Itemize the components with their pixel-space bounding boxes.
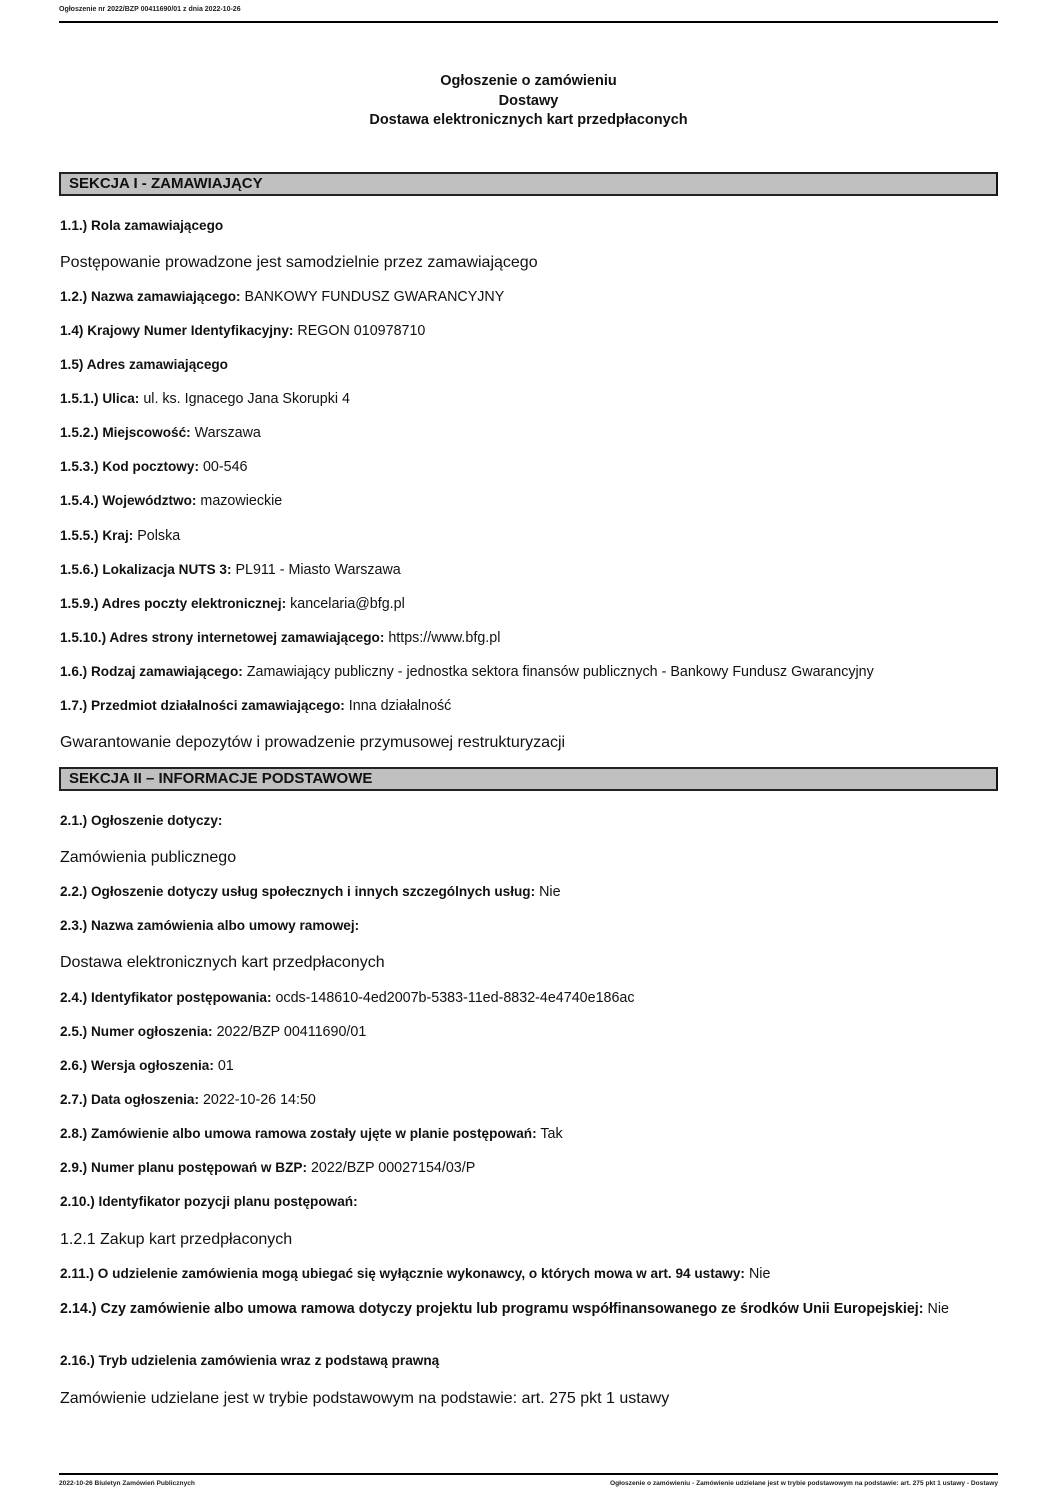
field-2-8 <box>60 1126 563 1142</box>
field-1-4 <box>60 323 425 339</box>
field-value: mazowieckie <box>196 493 283 509</box>
field-1-5-1 <box>60 391 350 407</box>
field-value: REGON 010978710 <box>293 323 426 339</box>
field-2-1 <box>60 813 222 829</box>
field-2-6 <box>60 1058 234 1074</box>
field-label: 1.5.6.) Lokalizacja NUTS 3: <box>60 562 232 577</box>
field-2-2 <box>60 884 561 900</box>
field-1-5-9 <box>60 596 405 612</box>
field-value: Polska <box>133 528 181 544</box>
field-1-5 <box>60 357 228 373</box>
field-2-16 <box>60 1353 439 1369</box>
field-1-1 <box>60 218 223 234</box>
field-label: 1.5.4.) Województwo: <box>60 493 197 508</box>
field-label: 1.5.10.) Adres strony internetowej zamawiającego: <box>60 630 385 645</box>
field-label: 2.1.) Ogłoszenie dotyczy: <box>60 813 223 828</box>
document-title <box>59 72 998 131</box>
field-value: 00-546 <box>198 459 248 475</box>
email-link[interactable]: kancelaria@bfg.pl <box>286 596 405 612</box>
field-2-3-text: Dostawa elektronicznych kart przedpłaconych <box>60 954 385 971</box>
field-2-11 <box>60 1266 770 1282</box>
field-value: Nie <box>535 884 561 900</box>
field-value: Nie <box>923 1301 949 1317</box>
field-value: PL911 - Miasto Warszawa <box>231 562 401 578</box>
field-1-1-text: Postępowanie prowadzone jest samodzielnie przez zamawiającego <box>60 254 538 271</box>
section-1-header <box>59 172 998 196</box>
field-value: ul. ks. Ignacego Jana Skorupki 4 <box>139 391 350 407</box>
field-label: 1.5.3.) Kod pocztowy: <box>60 459 199 474</box>
field-2-7 <box>60 1092 316 1108</box>
field-value: Nie <box>744 1266 771 1282</box>
section-2-header <box>59 767 998 791</box>
field-label: 1.5.5.) Kraj: <box>60 528 134 543</box>
field-1-5-3 <box>60 459 247 475</box>
field-value: Zamawiający publiczny - jednostka sektora finansów publicznych - Bankowy Fundusz Gwarancyjny <box>242 664 874 680</box>
field-label: 2.5.) Numer ogłoszenia: <box>60 1024 213 1039</box>
page-header: Ogłoszenie nr 2022/BZP 00411690/01 z dnia 2022-10-26 <box>59 6 241 13</box>
field-2-5 <box>60 1024 366 1040</box>
field-label: 1.5.1.) Ulica: <box>60 391 140 406</box>
title-line-2: Dostawy <box>498 92 559 109</box>
title-line-3: Dostawa elektronicznych kart przedpłaconych <box>369 112 688 128</box>
field-label: 2.7.) Data ogłoszenia: <box>60 1092 199 1107</box>
field-2-10 <box>60 1194 358 1210</box>
footer-left: 2022-10-26 Biuletyn Zamówień Publicznych <box>59 1480 195 1487</box>
field-label: 2.14.) Czy zamówienie albo umowa ramowa dotyczy projektu lub programu współfinansowanego ze środków Unii Europejskiej: <box>60 1301 924 1317</box>
field-label: 1.5) Adres zamawiającego <box>60 357 228 372</box>
field-value: 2022-10-26 14:50 <box>199 1092 316 1108</box>
field-2-4 <box>60 990 635 1006</box>
field-label: 2.16.) Tryb udzielenia zamówienia wraz z podstawą prawną <box>60 1353 440 1368</box>
field-1-7-text: Gwarantowanie depozytów i prowadzenie przymusowej restrukturyzacji <box>60 734 566 751</box>
field-label: 2.9.) Numer planu postępowań w BZP: <box>60 1160 307 1175</box>
field-label: 2.8.) Zamówienie albo umowa ramowa zostały ujęte w planie postępowań: <box>60 1126 537 1141</box>
footer-divider <box>59 1473 998 1475</box>
field-1-5-4 <box>60 493 282 509</box>
field-value: 2022/BZP 00027154/03/P <box>306 1160 476 1176</box>
field-1-5-10 <box>60 630 500 646</box>
field-value: 2022/BZP 00411690/01 <box>212 1024 367 1040</box>
website-link[interactable]: https://www.bfg.pl <box>384 630 501 646</box>
field-2-3 <box>60 918 359 934</box>
field-1-5-6 <box>60 562 401 578</box>
field-value: Warszawa <box>190 425 261 441</box>
section-2-heading: SEKCJA II – INFORMACJE PODSTAWOWE <box>69 770 373 787</box>
field-value: BANKOWY FUNDUSZ GWARANCYJNY <box>240 289 505 305</box>
field-label: 2.6.) Wersja ogłoszenia: <box>60 1058 214 1073</box>
header-divider <box>59 21 998 23</box>
field-label: 2.2.) Ogłoszenie dotyczy usług społecznych i innych szczególnych usług: <box>60 884 536 899</box>
field-label: 2.10.) Identyfikator pozycji planu postępowań: <box>60 1194 358 1209</box>
field-label: 1.6.) Rodzaj zamawiającego: <box>60 664 243 679</box>
field-label: 2.3.) Nazwa zamówienia albo umowy ramowej: <box>60 918 360 933</box>
field-1-7 <box>60 698 451 714</box>
field-2-14 <box>60 1300 990 1319</box>
title-line-1: Ogłoszenie o zamówieniu <box>440 73 617 89</box>
field-1-6 <box>60 664 874 680</box>
field-label: 1.5.2.) Miejscowość: <box>60 425 191 440</box>
footer-right: Ogłoszenie o zamówieniu - Zamówienie udzielane jest w trybie podstawowym na podstawie: art. 275 pkt 1 ustawy - Dostawy <box>609 1480 998 1487</box>
section-1-heading: SEKCJA I - ZAMAWIAJĄCY <box>69 175 263 192</box>
field-value: Inna działalność <box>344 698 452 714</box>
field-2-9 <box>60 1160 475 1176</box>
field-label: 1.7.) Przedmiot działalności zamawiającego: <box>60 698 345 713</box>
field-label: 1.1.) Rola zamawiającego <box>60 218 224 233</box>
field-value: ocds-148610-4ed2007b-5383-11ed-8832-4e4740e186ac <box>271 990 635 1006</box>
field-2-10-text: 1.2.1 Zakup kart przedpłaconych <box>60 1231 293 1248</box>
field-label: 1.4) Krajowy Numer Identyfikacyjny: <box>60 323 294 338</box>
field-label: 2.11.) O udzielenie zamówienia mogą ubiegać się wyłącznie wykonawcy, o których mowa w art. 94 ustawy: <box>60 1266 745 1281</box>
field-value: Tak <box>536 1126 563 1142</box>
field-1-2 <box>60 289 504 305</box>
field-label: 1.5.9.) Adres poczty elektronicznej: <box>60 596 287 611</box>
field-label: 2.4.) Identyfikator postępowania: <box>60 990 272 1005</box>
field-label: 1.2.) Nazwa zamawiającego: <box>60 289 241 304</box>
field-2-16-text: Zamówienie udzielane jest w trybie podstawowym na podstawie: art. 275 pkt 1 ustawy <box>60 1390 670 1407</box>
field-1-5-2 <box>60 425 261 441</box>
field-2-1-text: Zamówienia publicznego <box>60 849 237 866</box>
field-value: 01 <box>213 1058 234 1074</box>
field-1-5-5 <box>60 528 180 544</box>
